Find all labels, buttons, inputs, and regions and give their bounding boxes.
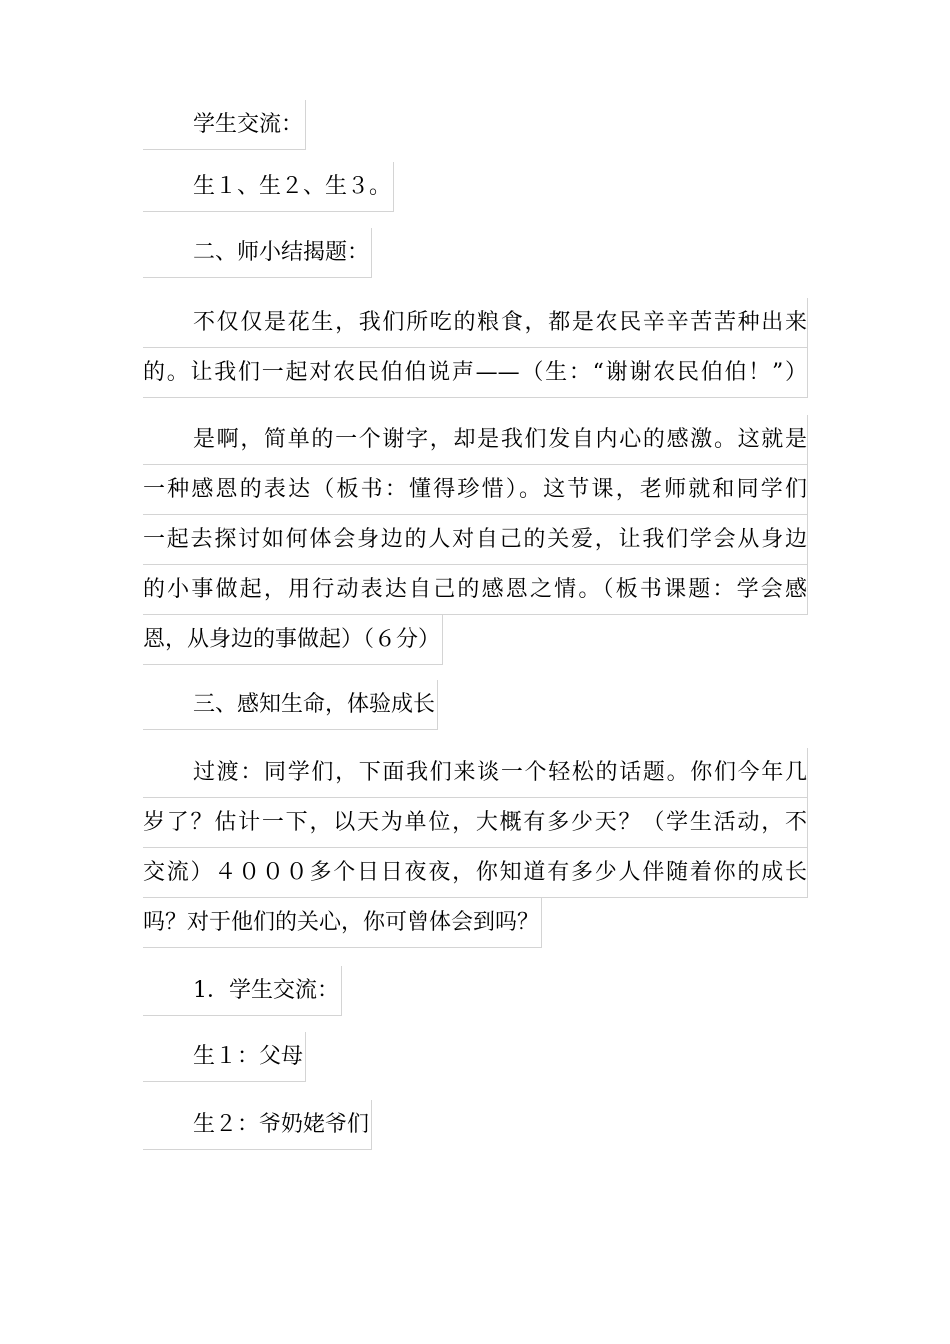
text-line: 恩，从身边的事做起）（６分）	[143, 615, 443, 665]
text-line: 学生交流：	[143, 100, 306, 150]
paragraph-student-1	[143, 1032, 808, 1086]
text-line: 交流）４０００多个日日夜夜，你知道有多少人伴随着你的成长	[143, 848, 808, 898]
text-line: 二、师小结揭题：	[143, 228, 372, 278]
text-line: 的。让我们一起对农民伯伯说声——（生：“谢谢农民伯伯！”）	[143, 348, 808, 398]
text-line: 一种感恩的表达（板书：懂得珍惜）。这节课，老师就和同学们	[143, 465, 808, 515]
section-heading-3	[143, 680, 808, 734]
section-heading-2	[143, 228, 808, 282]
text-line: 的小事做起，用行动表达自己的感恩之情。（板书课题：学会感	[143, 565, 808, 615]
text-line: 不仅仅是花生，我们所吃的粮食，都是农民辛辛苦苦种出来	[143, 298, 808, 348]
text-line: 过渡：同学们，下面我们来谈一个轻松的话题。你们今年几	[143, 748, 808, 798]
paragraph-peanut	[143, 298, 808, 398]
paragraph-student-2	[143, 1100, 808, 1154]
text-line: 三、感知生命，体验成长	[143, 680, 438, 730]
text-line: 生２：爷奶姥爷们	[143, 1100, 372, 1150]
paragraph-gratitude	[143, 415, 808, 669]
paragraph-student-exchange	[143, 100, 808, 154]
paragraph-transition	[143, 748, 808, 952]
text-line: 一起去探讨如何体会身边的人对自己的关爱，让我们学会从身边	[143, 515, 808, 565]
text-line: 吗？对于他们的关心，你可曾体会到吗？	[143, 898, 542, 948]
text-line: 生１：父母	[143, 1032, 306, 1082]
text-line: 生１、生２、生３。	[143, 162, 394, 212]
paragraph-student-exchange-1	[143, 966, 808, 1020]
text-line: 是啊，简单的一个谢字，却是我们发自内心的感激。这就是	[143, 415, 808, 465]
text-line: 岁了？估计一下，以天为单位，大概有多少天？（学生活动，不	[143, 798, 808, 848]
text-line: 1．学生交流：	[143, 966, 342, 1016]
paragraph-students-1-2-3	[143, 162, 808, 216]
